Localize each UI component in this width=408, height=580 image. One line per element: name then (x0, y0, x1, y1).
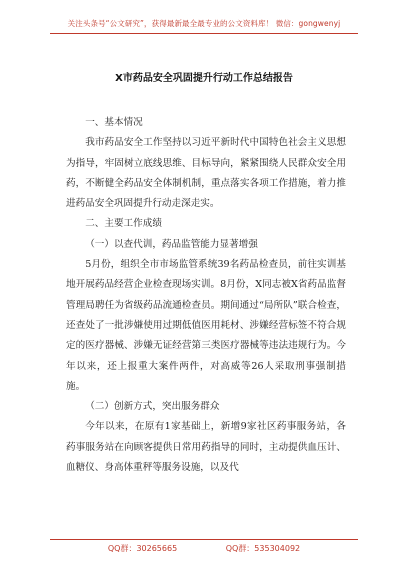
paragraph-inspection: 5月份，组织全市市场监管系统39名药品检查员，前往实训基地开展药品经营企业检查现场实训。8月份，X同志被X省药品监督管理局聘任为省级药品流通检查员。期间通过“局所队”联合检查，还查处了一批涉嫌使用过期低值医用耗材、涉嫌经营标签不符合规定的医疗器械、涉嫌无证经营第三类医疗器械等违法违规行为。今年以来，还上报重大案件两件，对高威等26人采取刑事强制措施。 (66, 259, 346, 392)
footer-contacts (0, 543, 408, 554)
header-banner: 关注头条号“公文研究”，获得最新最全最专业的公文资料库！ 微信：gongwenyj (67, 19, 341, 28)
paragraph-service: 今年以来，在原有1家基础上，新增9家社区药事服务站，各药事服务站在向顾客提供日常用药指导的同时，主动提供血压计、血糖仪、身高体重秤等服务设施，以及代 (66, 421, 346, 474)
footer-qq-group-2: QQ群：535304092 (225, 544, 301, 553)
footer-divider (50, 539, 358, 540)
document-title: X市药品安全巩固提升行动工作总结报告 (115, 73, 293, 84)
subheading-service: （二）创新方式，突出服务群众 (85, 401, 220, 413)
footer-qq-group-1: QQ群：30265665 (107, 544, 178, 553)
section-heading-basic: 一、基本情况 (85, 117, 143, 128)
header-divider (50, 33, 358, 34)
subheading-inspection: （一）以查代训，药品监管能力显著增强 (85, 238, 258, 250)
document-body (66, 113, 346, 478)
paragraph-basic-situation: 我市药品安全工作坚持以习近平新时代中国特色社会主义思想为指导，牢固树立底线思维、目标导向，紧紧围绕人民群众安全用药，不断健全药品安全体制机制，重点落实各项工作措施，着力推进药品安全巩固提升行动走深走实。 (66, 137, 346, 210)
section-heading-achievements: 二、主要工作成绩 (85, 218, 162, 230)
